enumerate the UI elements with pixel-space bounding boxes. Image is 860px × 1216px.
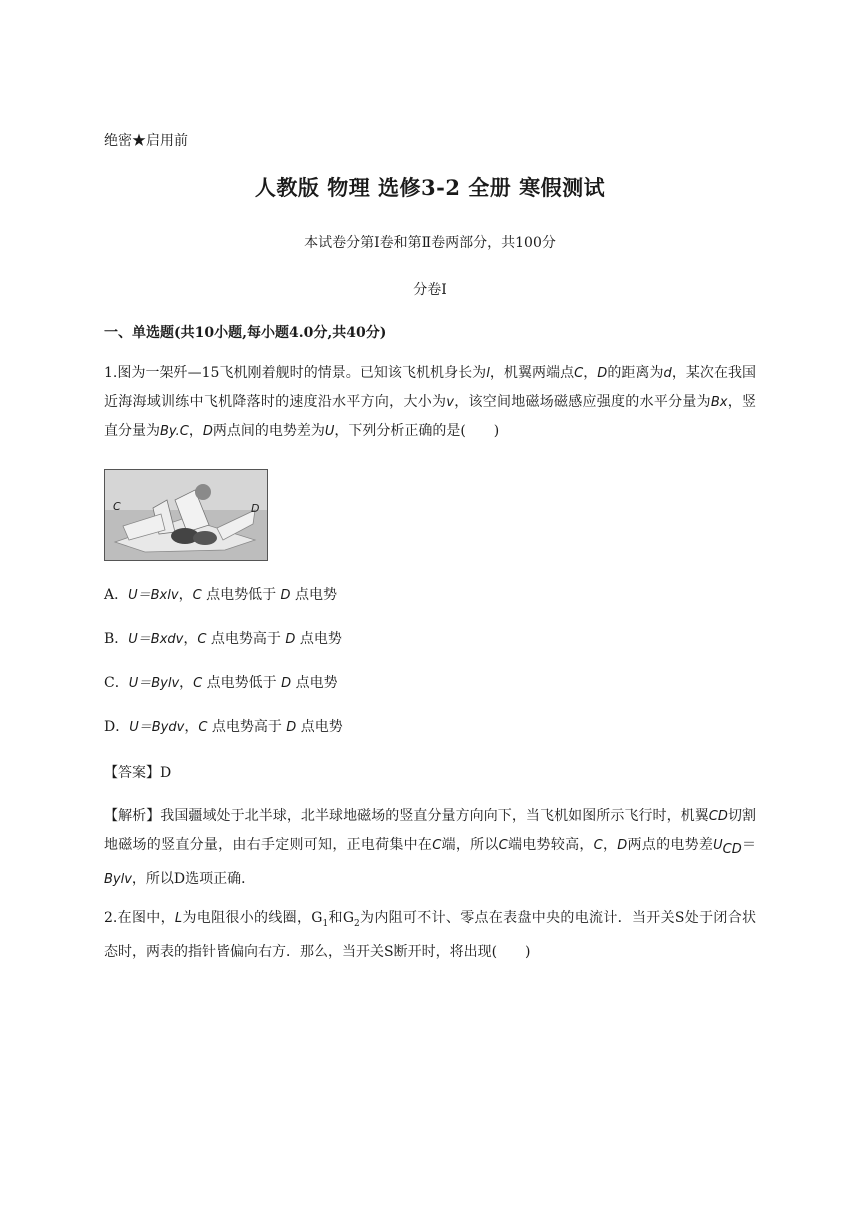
exam-subtitle: 本试卷分第Ⅰ卷和第Ⅱ卷两部分，共100分 <box>304 235 556 251</box>
option-c[interactable]: C．U＝Bylv，C 点电势低于 D 点电势 <box>104 675 338 691</box>
volume-label: 分卷I <box>413 282 447 298</box>
question-1-text: 1.图为一架歼—15飞机刚着舰时的情景。已知该飞机机身长为l，机翼两端点C，D的距离为d，某次在我国近海海域训练中飞机降落时的速度沿水平方向，大小为v，该空间地磁场磁感应强度的水平分量为Bx，竖直分量为By.C，D两点间的电势差为U，下列分析正确的是( ) <box>104 365 757 439</box>
question-2-text: 2.在图中，L为电阻很小的线圈，$G_1$和$G_2$为内阻可不计、零点在表盘中央的电流计．当开关S处于闭合状态时，两表的指针皆偏向右方．那么，当开关S断开时，将出现( ) <box>104 910 757 960</box>
secret-mark: 绝密★启用前 <box>104 133 188 149</box>
page-title: 人教版 物理 选修3-2 全册 寒假测试 <box>254 175 606 200</box>
jet-illustration <box>105 470 267 560</box>
answer-line: 【答案】D <box>104 765 172 781</box>
analysis-text: 【解析】我国疆域处于北半球，北半球地磁场的竖直分量方向向下，当飞机如图所示飞行时，机翼CD切割地磁场的竖直分量，由右手定则可知，正电荷集中在C端，所以C端电势较高，C，D两点的电势差$U_{CD}=Bylv$，所以D选项正确． <box>104 808 757 887</box>
section-heading: 一、单选题(共10小题,每小题4.0分,共40分) <box>104 325 387 341</box>
option-d[interactable]: D．U＝Bydv，C 点电势高于 D 点电势 <box>104 719 343 735</box>
jet-landing-figure <box>104 469 268 561</box>
label-c: C <box>113 500 121 513</box>
option-b[interactable]: B．U＝Bxdv，C 点电势高于 D 点电势 <box>104 631 342 647</box>
label-d: D <box>251 502 260 515</box>
option-a[interactable]: A．U＝Bxlv，C 点电势低于 D 点电势 <box>104 587 338 603</box>
